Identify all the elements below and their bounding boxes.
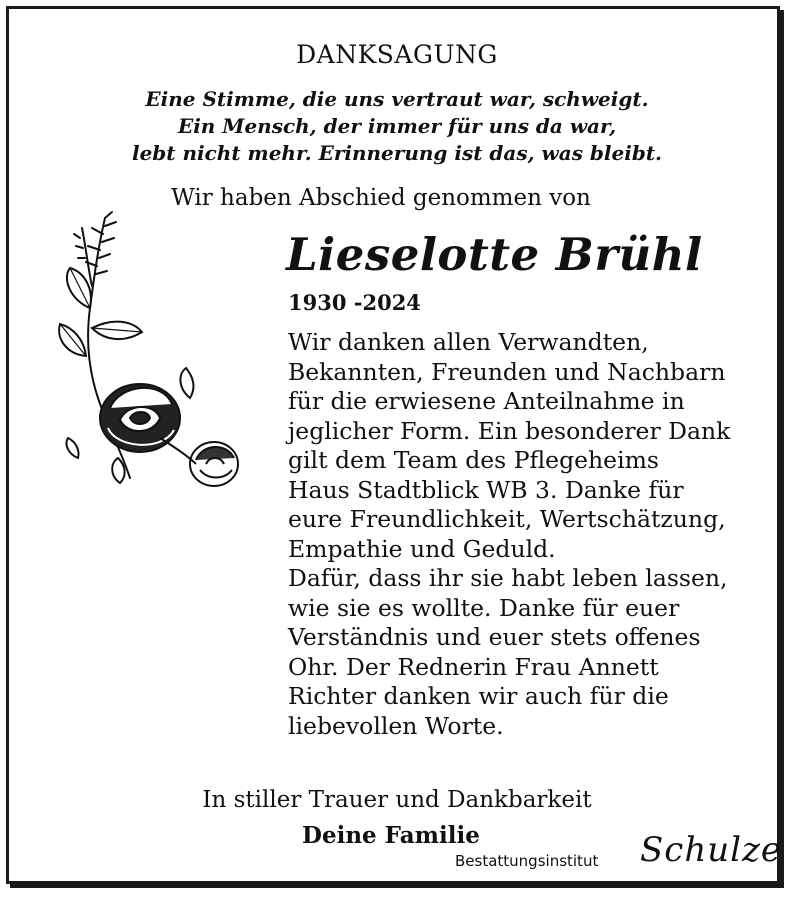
text-line: eure Freundlichkeit, Wertschätzung, (288, 505, 726, 533)
notice-heading: DANKSAGUNG (296, 40, 498, 69)
text-line: Richter danken wir auch für die (288, 682, 669, 710)
verse-line: Ein Mensch, der immer für uns da war, (177, 114, 617, 138)
text-line: für die erwiesene Anteilnahme in (288, 387, 685, 415)
life-dates: 1930 -2024 (288, 290, 421, 315)
rose-bud (190, 442, 238, 486)
leaf (180, 368, 193, 398)
text-line: Bekannten, Freunden und Nachbarn (288, 357, 726, 386)
text-line: Ohr. Der Rednerin Frau Annett (288, 652, 659, 681)
signature-text: Schulze (640, 830, 783, 870)
text-line: Verständnis und euer stets offenes (288, 623, 701, 651)
thanks-text (288, 328, 768, 741)
funeral-home-label: Bestattungsinstitut (455, 852, 599, 870)
text-line: Dafür, dass ihr sie habt leben lassen, (288, 564, 728, 592)
closing-line-wrap (0, 787, 794, 813)
text-line: wie sie es wollte. Danke für euer (288, 593, 680, 622)
text-line: Wir danken allen Verwandten, (288, 328, 649, 356)
memorial-verse (0, 86, 794, 167)
leaf (112, 458, 124, 483)
leaf (66, 438, 78, 458)
deceased-name: Lieselotte Brühl (286, 228, 703, 281)
funeral-home-logo (640, 830, 782, 870)
rose-ornament-icon (50, 208, 250, 518)
sprig (86, 212, 116, 274)
verse-line: Eine Stimme, die uns vertraut war, schweigt. (145, 87, 649, 111)
text-line: jeglicher Form. Ein besonderer Dank (288, 416, 731, 445)
intro-line: Wir haben Abschied genommen von (171, 185, 591, 211)
text-line: gilt dem Team des Pflegeheims (288, 446, 659, 474)
text-line: Empathie und Geduld. (288, 534, 556, 563)
text-line: Haus Stadtblick WB 3. Danke für (288, 475, 684, 504)
closing-line: In stiller Trauer und Dankbarkeit (202, 787, 592, 813)
family-signoff: Deine Familie (302, 822, 480, 849)
rose (100, 384, 180, 452)
verse-line: lebt nicht mehr. Erinnerung ist das, was bleibt. (131, 141, 663, 165)
text-line: liebevollen Worte. (288, 711, 504, 740)
